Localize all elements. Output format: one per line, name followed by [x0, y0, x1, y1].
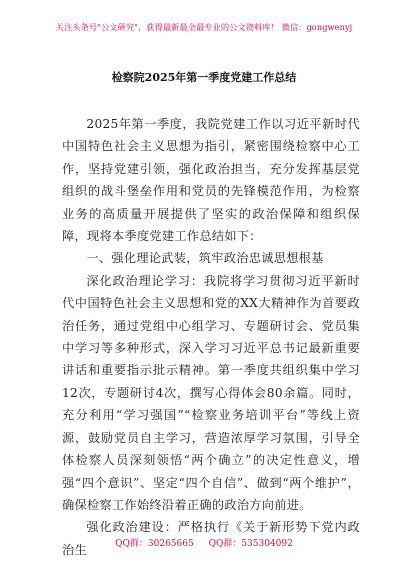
footer-contact: QQ群：30265665 QQ群：535304092: [115, 539, 293, 549]
document-title: 检察院2025年第一季度党建工作总结: [111, 71, 297, 84]
body-paragraph: 强化政治建设：严格执行《关于新形势下党内政治生: [62, 520, 360, 557]
intro-paragraph: 2025年第一季度，我院党建工作以习近平新时代中国特色社会主义思想为指引，紧密围绕检察中心工作，坚持党建引领，强化政治担当，充分发挥基层党组织的战斗堡垒作用和党员的先锋模范作用，为检察业务的高质量开展提供了坚实的政治保障和组织保障，现将本季度党建工作总结如下：: [62, 117, 360, 244]
document-body: [62, 113, 360, 561]
body-paragraph: 深化政治理论学习：我院将学习贯彻习近平新时代中国特色社会主义思想和党的XX大精神作为首要政治任务，通过党组中心组学习、专题研讨会、党员集中学习等多种形式，深入学习习近平总书记最新重要讲话和重要指示批示精神。第一季度共组织集中学习12次，专题研讨4次，撰写心得体会80余篇。同时，充分利用“学习强国”“检察业务培训平台”等线上资源，鼓励党员自主学习，营造浓厚学习氛围，引导全体检察人员深刻领悟“两个确立”的决定性意义，增强“四个意识”、坚定“四个自信”、做到“两个维护”，确保检察工作始终沿着正确的政治方向前进。: [62, 273, 360, 512]
section-heading: 一、强化理论武装，筑牢政治忠诚思想根基: [86, 251, 324, 266]
header-banner: 关注头条号"公文研究"，获得最新最全最专业的公文资料库！ 微信：gongwenyj: [55, 22, 353, 32]
